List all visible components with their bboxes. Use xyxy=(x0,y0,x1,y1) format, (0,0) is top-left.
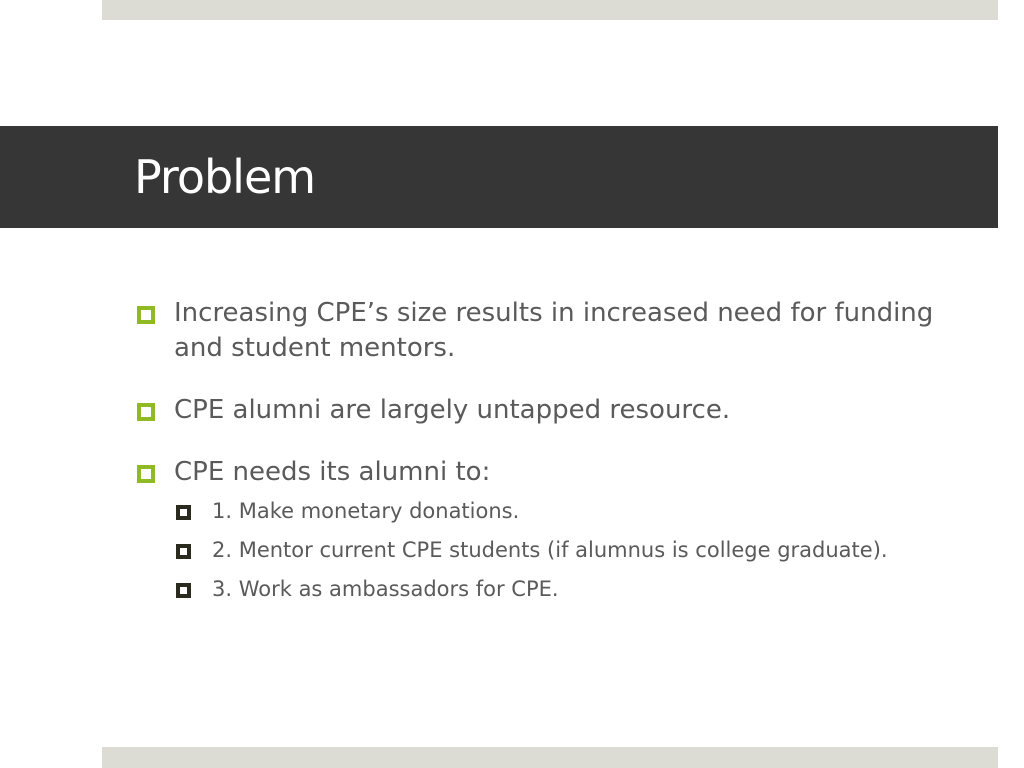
square-bullet-icon xyxy=(137,465,155,483)
square-sub-bullet-icon xyxy=(176,505,191,520)
bullet-item xyxy=(134,455,974,490)
square-bullet-icon xyxy=(137,403,155,421)
square-sub-bullet-icon xyxy=(176,544,191,559)
bullet-item xyxy=(134,393,974,428)
sub-bullet-item xyxy=(174,574,974,604)
bullet-text: CPE alumni are largely untapped resource. xyxy=(174,395,731,425)
bottom-decorative-band xyxy=(102,747,998,768)
square-sub-bullet-icon xyxy=(176,583,191,598)
bullet-text: CPE needs its alumni to: xyxy=(174,457,491,487)
sub-bullet-item xyxy=(174,496,974,526)
sub-bullet-list xyxy=(134,496,974,604)
sub-bullet-text: 2. Mentor current CPE students (if alumnus is college graduate). xyxy=(212,538,888,562)
slide-title: Problem xyxy=(134,150,316,204)
bullet-item xyxy=(134,296,974,366)
bullet-text: Increasing CPE’s size results in increased need for funding and student mentors. xyxy=(174,298,934,363)
sub-bullet-item xyxy=(174,535,974,565)
sub-bullet-text: 3. Work as ambassadors for CPE. xyxy=(212,577,559,601)
sub-bullet-text: 1. Make monetary donations. xyxy=(212,499,520,523)
bullet-list xyxy=(134,296,974,613)
square-bullet-icon xyxy=(137,306,155,324)
top-decorative-band xyxy=(102,0,998,20)
